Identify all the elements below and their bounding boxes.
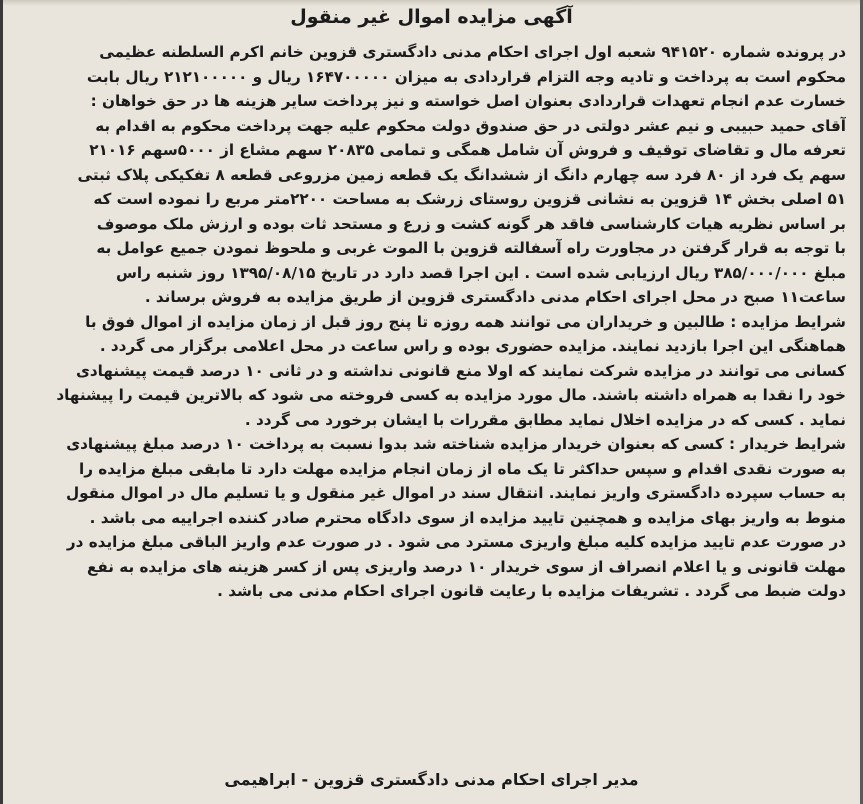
auction-conditions-line: کسانی می توانند در مزایده شرکت نمایند که اولا منع قانونی نداشته و در ثانی ۱۰ درصد قیمت پیشنهادی <box>75 361 846 380</box>
auction-conditions-line: نماید . کسی که در مزایده اخلال نماید مطابق مقررات با ایشان برخورد می گردد . <box>244 410 846 429</box>
notice-line: در پرونده شماره ۹۴۱۵۲۰ شعبه اول اجرای احکام مدنی دادگستری قزوین خانم اکرم السلطنه عظیمی <box>99 43 846 61</box>
buyer-conditions-line: در صورت عدم تایید مزایده کلیه مبلغ واریزی مسترد می شود . در صورت عدم واریز الباقی مبلغ مزایده در <box>66 533 846 551</box>
notice-body <box>17 40 846 604</box>
notice-line: خسارت عدم انجام تعهدات قراردادی بعنوان اصل خواسته و نیز پرداخت سایر هزینه ها در حق خواهان : <box>90 92 846 110</box>
buyer-conditions-line: مهلت قانونی و یا اعلام انصراف از سوی خریدار ۱۰ درصد واریزی پس از کسر هزینه های مزایده به نفع <box>86 557 846 576</box>
notice-title: آگهی مزایده اموال غیر منقول <box>290 6 573 28</box>
auction-conditions-line: شرایط مزایده : طالبین و خریداران می توانند همه روزه تا پنج روز قبل از زمان مزایده از اموال فوق با <box>85 312 846 331</box>
notice-line: سهم یک فرد از ۸۰ فرد سه چهارم دانگ از ششدانگ یک قطعه زمین مزروعی قطعه ۸ تفکیکی پلاک ثبتی <box>77 165 846 184</box>
notice-line: ساعت۱۱ صبح در محل اجرای احکام مدنی دادگستری قزوین از طریق مزایده به فروش برساند . <box>144 288 846 306</box>
notice-line: با توجه به قرار گرفتن در مجاورت راه آسفالته قزوین با الموت غربی و ملحوظ نمودن جمیع عوامل به <box>96 239 846 257</box>
notice-line: ۵۱ اصلی بخش ۱۴ قزوین به نشانی قزوین روستای زرشک به مساحت ۲۲۰۰متر مربع را نموده است که <box>93 190 846 208</box>
buyer-conditions-line: شرایط خریدار : کسی که بعنوان خریدار مزایده شناخته شد بدوا نسبت به پرداخت ۱۰ درصد مبلغ پیشنهادی <box>66 435 846 453</box>
notice-line: آقای حمید حبیبی و نیم عشر دولتی در حق صندوق دولت محکوم علیه جهت پرداخت محکوم به اقدام به <box>95 116 846 135</box>
notice-line: مبلغ ۳۸۵/۰۰۰/۰۰۰ ریال ارزیابی شده است . این اجرا قصد دارد در تاریخ ۱۳۹۵/۰۸/۱۵ روز شنبه راس <box>115 263 846 282</box>
buyer-conditions-line: دولت ضبط می گردد . تشریفات مزایده با رعایت قانون اجرای احکام مدنی می باشد . <box>217 582 846 600</box>
notice-line: بر اساس نظریه هیات کارشناسی فاقد هر گونه کشت و زرع و مستحد ثات بوده و ارزش ملک موصوف <box>96 214 846 233</box>
auction-conditions-line: هماهنگی این اجرا بازدید نمایند. مزایده حضوری بوده و راس ساعت در محل اعلامی برگزار می گردد . <box>99 337 846 355</box>
buyer-conditions-line: منوط به واریز بهای مزایده و همچنین تایید مزایده از سوی دادگاه محترم صادر کننده اجراییه می باشد . <box>89 508 846 527</box>
notice-line: تعرفه مال و تقاضای توقیف و فروش آن شامل همگی و تمامی ۲۰۸۳۵ سهم مشاع از ۵۰۰۰سهم ۲۱۰۱۶ <box>89 141 846 159</box>
signature-block <box>3 770 860 790</box>
buyer-conditions-line: به صورت نقدی اقدام و سپس حداکثر تا یک ماه از زمان انجام مزایده مهلت دارد تا مابقی مبلغ مزایده را <box>79 459 846 478</box>
notice-line: محکوم است به پرداخت و تادیه وجه التزام قراردادی به میزان ۱۶۴۷۰۰۰۰۰ ریال و ۲۱۲۱۰۰۰۰۰ ریال بابت <box>86 67 846 86</box>
auction-conditions-line: خود را نقدا به همراه داشته باشند. مال مورد مزایده به کسی فروخته می شود که بالاترین قیمت را پیشنهاد <box>56 386 846 404</box>
signatory-title: مدیر اجرای احکام مدنی دادگستری قزوین - ابراهیمی <box>224 770 639 789</box>
buyer-conditions-line: به حساب سپرده دادگستری واریز نمایند. انتقال سند در اموال غیر منقول و یا تسلیم مال در اموال منقول <box>65 484 846 502</box>
